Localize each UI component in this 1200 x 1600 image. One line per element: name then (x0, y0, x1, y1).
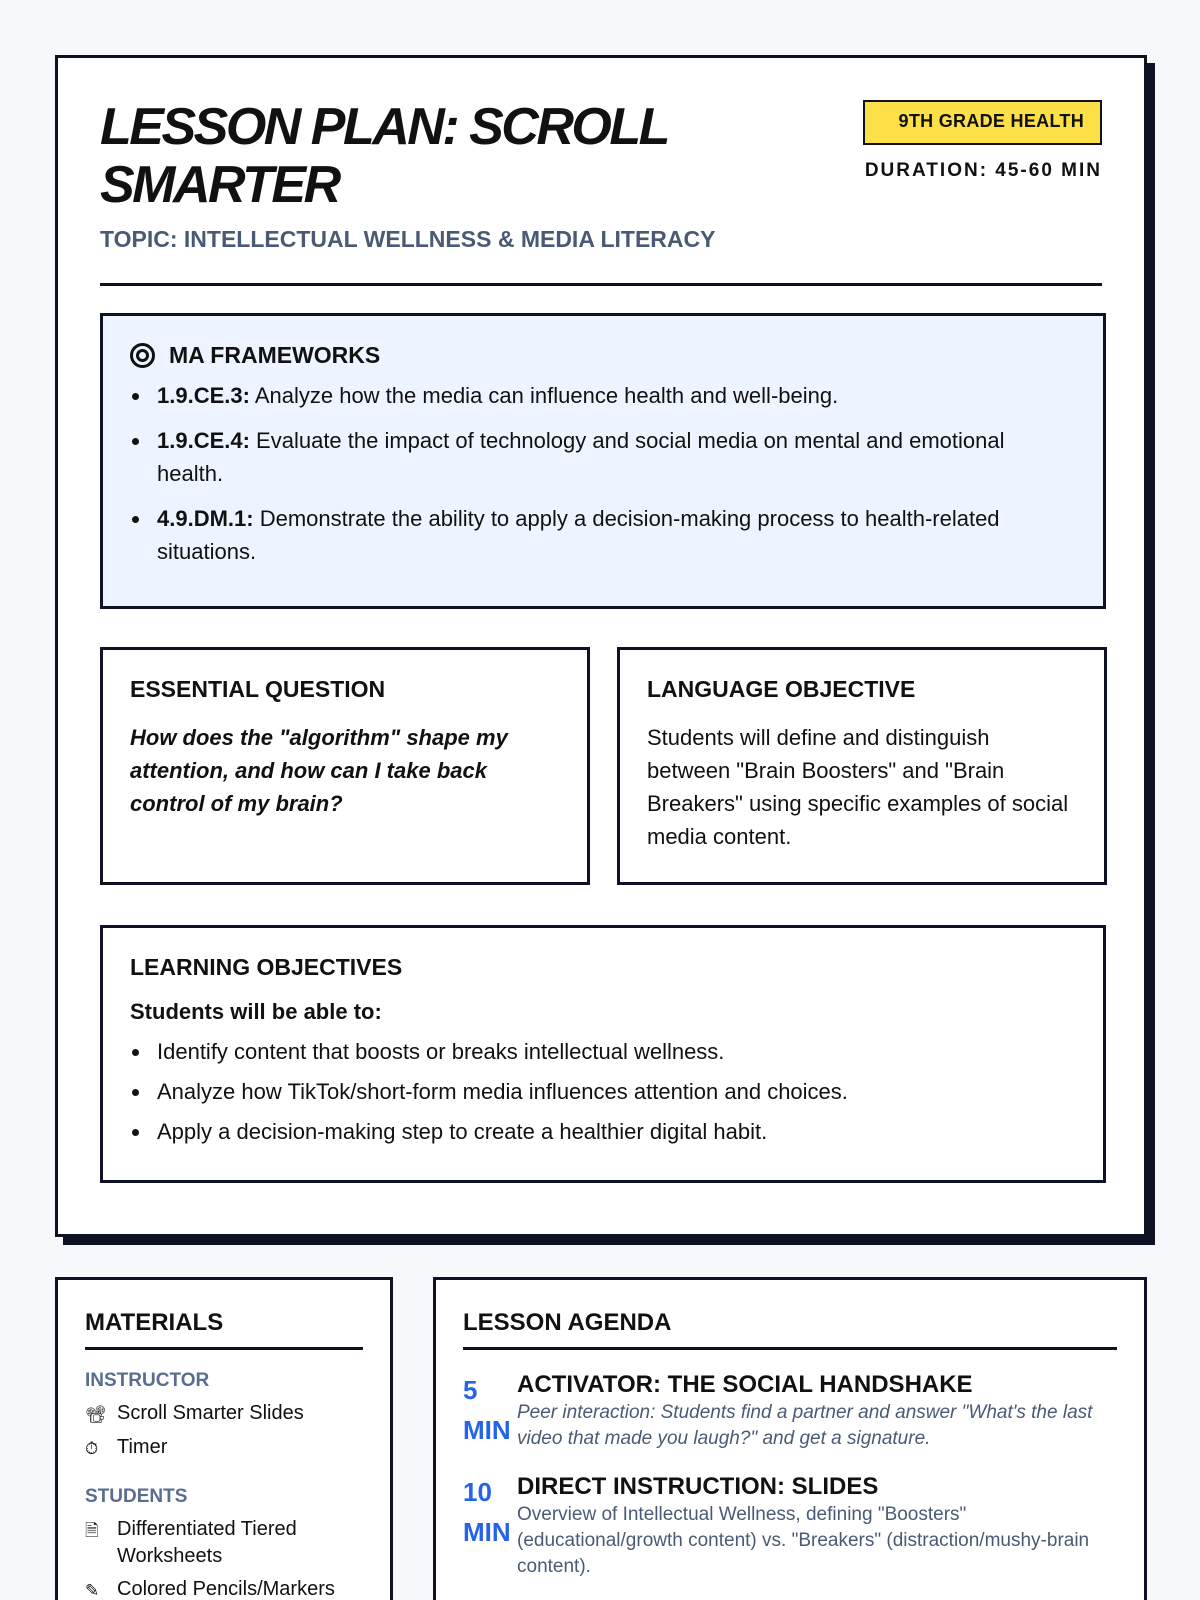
stopwatch-icon: ⏱ (85, 1439, 99, 1458)
framework-item (130, 424, 1076, 490)
learning-objectives-title: LEARNING OBJECTIVES (130, 954, 403, 980)
essential-question-box (100, 647, 590, 885)
material-item (85, 1516, 363, 1570)
pencil-icon: ✎ (85, 1581, 100, 1600)
learning-objectives-list (130, 1035, 1076, 1148)
objective-item: Apply a decision-making step to create a healthier digital habit. (130, 1115, 1076, 1148)
material-item (85, 1576, 363, 1600)
agenda-title: LESSON AGENDA (463, 1309, 1117, 1350)
page-title: LESSON PLAN: SCROLL SMARTER (100, 98, 667, 214)
framework-text: Analyze how the media can influence health and well-being. (249, 383, 839, 408)
objective-item: Analyze how TikTok/short-form media influences attention and choices. (130, 1075, 1076, 1108)
material-label: Colored Pencils/Markers (117, 1578, 335, 1600)
agenda-card (433, 1277, 1147, 1600)
objective-item: Identify content that boosts or breaks intellectual wellness. (130, 1035, 1076, 1068)
framework-item (130, 379, 1076, 412)
agenda-item (463, 1370, 1117, 1452)
frameworks-title: MA FRAMEWORKS (169, 342, 381, 368)
materials-title: MATERIALS (85, 1309, 363, 1350)
topic-subtitle: TOPIC: INTELLECTUAL WELLNESS & MEDIA LITERACY (100, 226, 716, 252)
framework-code: 1.9.CE.3: (157, 383, 250, 408)
material-label: Timer (117, 1436, 168, 1458)
agenda-item-desc: Peer interaction: Students find a partner and answer "What's the last video that made you laugh?" and get a signature. (517, 1402, 1093, 1449)
header-divider (100, 283, 1102, 286)
duration-label: DURATION: 45-60 MIN (864, 160, 1102, 181)
material-label: Scroll Smarter Slides (117, 1402, 304, 1424)
frameworks-section (100, 313, 1106, 609)
projector-icon: 📽 (85, 1405, 107, 1424)
framework-text: Demonstrate the ability to apply a decision-making process to health-related situations. (157, 506, 1000, 564)
material-item (85, 1434, 363, 1462)
frameworks-list (130, 379, 1076, 568)
essential-question-text: How does the "algorithm" shape my attention, and how can I take back control of my brain? (130, 725, 508, 816)
agenda-item (463, 1472, 1117, 1580)
framework-code: 4.9.DM.1: (157, 506, 254, 531)
frameworks-heading (130, 342, 1076, 369)
grade-badge: 9TH GRADE HEALTH (863, 100, 1102, 145)
language-objective-text: Students will define and distinguish between "Brain Boosters" and "Brain Breakers" using specific examples of social media content. (647, 725, 1069, 849)
materials-card (55, 1277, 393, 1600)
document-icon: 🗎 (85, 1521, 99, 1540)
target-icon (130, 343, 155, 368)
material-label: Differentiated Tiered Worksheets (117, 1518, 297, 1567)
agenda-item-title: ACTIVATOR: THE SOCIAL HANDSHAKE (517, 1371, 973, 1398)
agenda-time: 5 MIN (463, 1375, 511, 1445)
agenda-time: 10 MIN (463, 1477, 511, 1547)
framework-item (130, 502, 1076, 568)
agenda-item-desc: Overview of Intellectual Wellness, defining "Boosters" (educational/growth content) vs. "Breakers" (distraction/mushy-brain content). (517, 1504, 1090, 1577)
lesson-plan-card (55, 55, 1147, 1237)
instructor-label: INSTRUCTOR (85, 1370, 210, 1391)
essential-question-title: ESSENTIAL QUESTION (130, 676, 386, 702)
material-item (85, 1400, 363, 1428)
framework-text: Evaluate the impact of technology and social media on mental and emotional health. (157, 428, 1005, 486)
framework-code: 1.9.CE.4: (157, 428, 250, 453)
learning-objectives-box (100, 925, 1106, 1183)
students-label: STUDENTS (85, 1486, 188, 1507)
language-objective-title: LANGUAGE OBJECTIVE (647, 676, 916, 702)
learning-objectives-lead: Students will be able to: (130, 999, 382, 1024)
language-objective-box (617, 647, 1107, 885)
agenda-item-title: DIRECT INSTRUCTION: SLIDES (517, 1473, 879, 1500)
